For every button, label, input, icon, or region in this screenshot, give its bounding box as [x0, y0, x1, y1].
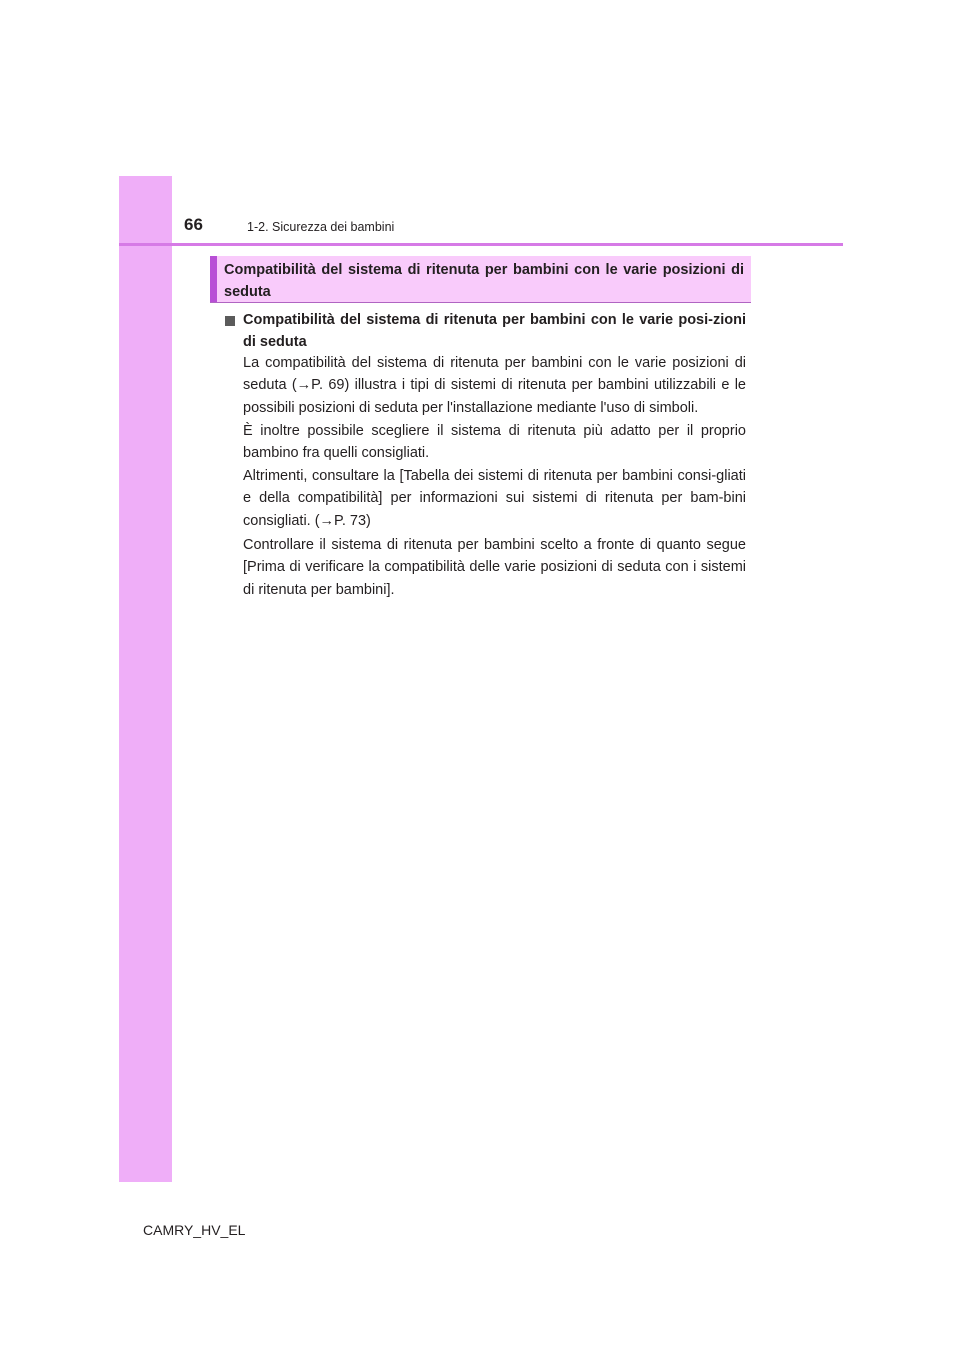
- paragraph-check-system: Controllare il sistema di ritenuta per bambini scelto a fronte di quanto segue [Prima di verificare la compatibilità delle varie posizioni di seduta con i sistemi di ritenuta per bambini].: [243, 537, 746, 598]
- chapter-sidebar-tab: [119, 176, 172, 1182]
- header-rule: [119, 243, 843, 246]
- square-bullet-icon: [225, 316, 235, 326]
- section-title-accent: [210, 256, 217, 302]
- page-number: 66: [184, 215, 203, 234]
- section-title: Compatibilità del sistema di ritenuta per bambini con le varie posizioni di seduta: [224, 262, 744, 300]
- paragraph-compatibility-intro: La compatibilità del sistema di ritenuta per bambini con le varie posizioni di seduta (→P. 69) illustra i tipi di sistemi di ritenuta per bambini utilizzabili e le possibili posizioni di seduta per l'installazione mediante l'uso di simboli.: [243, 355, 746, 416]
- breadcrumb: 1-2. Sicurezza dei bambini: [247, 220, 395, 234]
- paragraph-choose-system: È inoltre possibile scegliere il sistema di ritenuta più adatto per il proprio bambino fra quelli consigliati.: [243, 423, 746, 462]
- paragraph-recommended-table: Altrimenti, consultare la [Tabella dei sistemi di ritenuta per bambini consi-gliati e della compatibilità] per informazioni sui sistemi di ritenuta per bam-bini consigliati. (→P. 73): [243, 468, 746, 529]
- section-title-box: [210, 256, 751, 303]
- model-code: CAMRY_HV_EL: [143, 1222, 246, 1238]
- subsection-heading: Compatibilità del sistema di ritenuta per bambini con le varie posi-zioni di seduta: [243, 312, 746, 350]
